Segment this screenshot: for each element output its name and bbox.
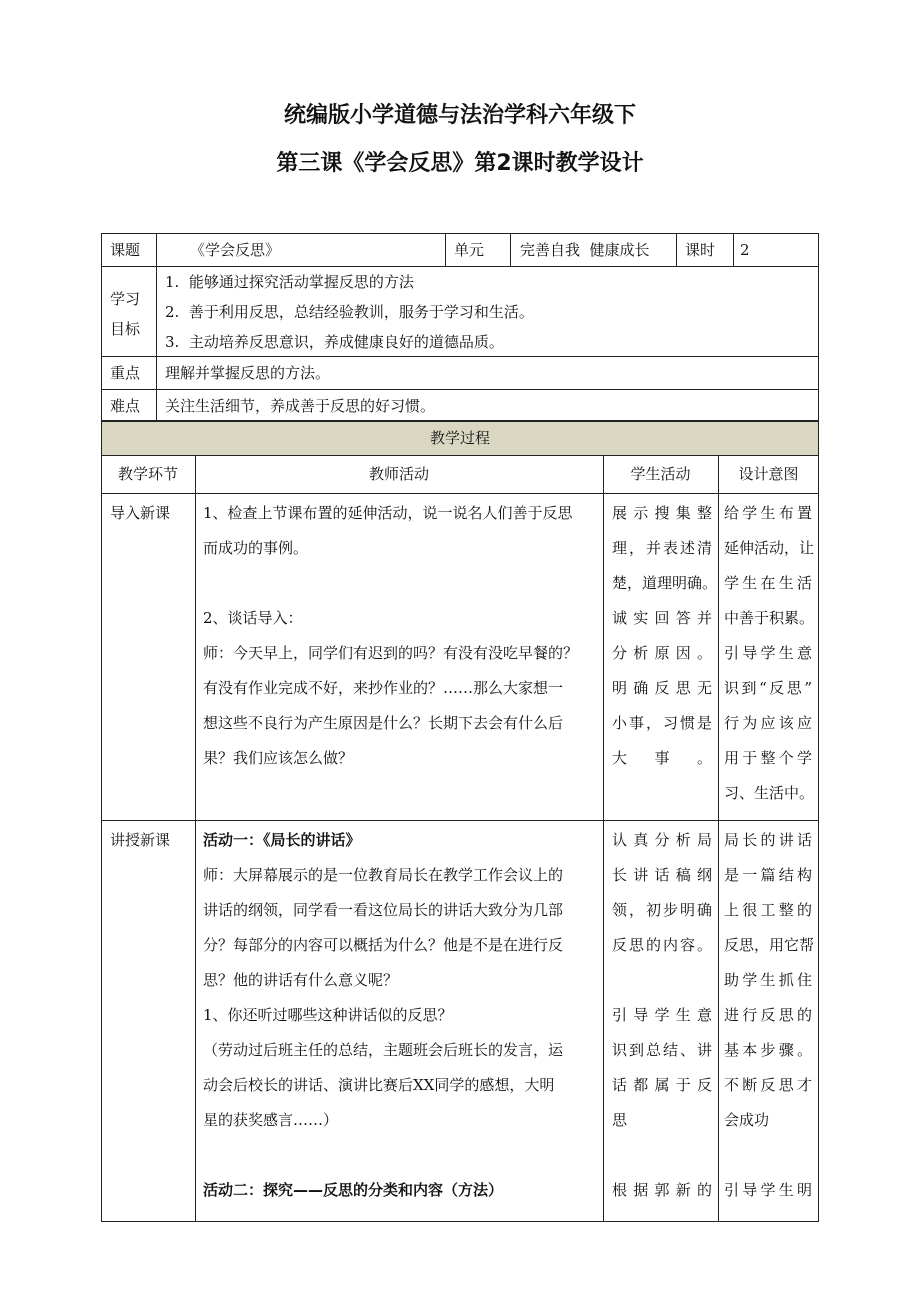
period-value: 2 — [740, 241, 750, 259]
text-line: 给学生布置 — [724, 504, 812, 522]
text-line: 习、生活中。 — [724, 784, 815, 802]
process-band-title: 教学过程 — [429, 429, 490, 447]
text-line: 中善于积累。 — [724, 609, 815, 627]
text-line: 师：大屏幕展示的是一位教育局长在教学工作会议上的 — [203, 866, 564, 884]
text-line: 师：今天早上，同学们有迟到的吗？有没有没吃早餐的？ — [203, 644, 579, 662]
text-line: 是一篇结构 — [724, 866, 812, 884]
text-line: 楚，道理明确。 — [612, 574, 718, 592]
text-line: 长讲话稿纲 — [612, 866, 712, 884]
unit-label: 单元 — [454, 241, 485, 259]
stage-intro: 导入新课 — [110, 504, 171, 522]
goals-label-1: 学习 — [110, 290, 141, 308]
text-line — [203, 1138, 595, 1173]
teacher-activity-new-lesson — [203, 823, 595, 1208]
text-line: 根据郭新的 — [612, 1181, 712, 1199]
text-line: 引导学生意 — [724, 644, 812, 662]
text-line: 理，并表述清 — [612, 539, 712, 557]
document-title-line-1: 统编版小学道德与法治学科六年级下 — [283, 103, 636, 128]
text-line: 诚实回答并 — [612, 609, 712, 627]
unit-value: 完善自我 健康成长 — [520, 241, 650, 259]
text-line: 不断反思才 — [724, 1076, 812, 1094]
text-line: 星的获奖感言……） — [203, 1111, 339, 1129]
text-line: 话都属于反 — [612, 1076, 712, 1094]
text-line: 而成功的事例。 — [203, 539, 309, 557]
goal-item-3: 3. 主动培养反思意识，养成健康良好的道德品质。 — [165, 333, 504, 351]
text-line: 引导学生意 — [612, 1006, 712, 1024]
text-line — [203, 566, 595, 601]
text-line: 小事，习惯是 — [612, 714, 712, 732]
text-line: 反思，用它帮 — [724, 936, 815, 954]
text-line: 进行反思的 — [724, 1006, 812, 1024]
text-line: 1、检查上节课布置的延伸活动，说一说名人们善于反思 — [203, 504, 573, 522]
header-teacher-activity: 教师活动 — [368, 465, 429, 483]
text-line: （劳动过后班主任的总结，主题班会后班长的发言，运 — [203, 1041, 564, 1059]
text-line: 引导学生明 — [724, 1181, 812, 1199]
activity-2-title: 活动二：探究——反思的分类和内容（方法） — [203, 1181, 504, 1199]
goals-label-2: 目标 — [110, 320, 141, 338]
header-design-intent: 设计意图 — [738, 465, 799, 483]
text-line — [724, 1138, 812, 1173]
text-line: 讲话的纲领，同学看一看这位局长的讲话大致分为几部 — [203, 901, 564, 919]
text-line: 果？我们应该怎么做？ — [203, 749, 354, 767]
text-line: 反思的内容。 — [612, 936, 712, 954]
text-line — [612, 1138, 712, 1173]
goal-item-1: 1. 能够通过探究活动掌握反思的方法 — [165, 273, 414, 291]
text-line: 识到总结、讲 — [612, 1041, 712, 1059]
teacher-activity-intro — [203, 496, 595, 776]
activity-1-title: 活动一：《局长的讲话》 — [203, 831, 361, 849]
text-line: 用于整个学 — [724, 749, 812, 767]
topic-label: 课题 — [110, 241, 141, 259]
text-line — [612, 963, 712, 998]
text-line: 2、谈话导入： — [203, 609, 303, 627]
text-line: 学生在生活 — [724, 574, 812, 592]
document-title-line-2: 第三课《学会反思》第2课时教学设计 — [276, 151, 644, 176]
difficulty-value: 关注生活细节，养成善于反思的好习惯。 — [165, 397, 436, 415]
text-line: 有没有作业完成不好，来抄作业的？……那么大家想一 — [203, 679, 564, 697]
key-point-value: 理解并掌握反思的方法。 — [165, 364, 331, 382]
text-line: 思？他的讲话有什么意义呢？ — [203, 971, 399, 989]
student-activity-new-lesson — [612, 823, 712, 1208]
topic-value: 《学会反思》 — [190, 241, 281, 259]
text-line: 延伸活动，让 — [724, 539, 815, 557]
stage-new-lesson: 讲授新课 — [110, 831, 171, 849]
text-line: 基本步骤。 — [724, 1041, 812, 1059]
text-line: 会成功 — [724, 1111, 770, 1129]
header-student-activity: 学生活动 — [630, 465, 691, 483]
text-line: 大事。 — [612, 749, 712, 767]
text-line: 领，初步明确 — [612, 901, 712, 919]
text-line: 展示搜集整 — [612, 504, 712, 522]
key-point-label: 重点 — [110, 364, 141, 382]
text-line: 局长的讲话 — [724, 831, 812, 849]
text-line: 认真分析局 — [612, 831, 712, 849]
text-line: 想这些不良行为产生原因是什么？长期下去会有什么后 — [203, 714, 564, 732]
text-line: 动会后校长的讲话、演讲比赛后XX同学的感想，大明 — [203, 1076, 555, 1094]
text-line: 识到“反思” — [724, 679, 812, 697]
design-intent-intro — [724, 496, 815, 811]
text-line: 助学生抓住 — [724, 971, 812, 989]
text-line: 明确反思无 — [612, 679, 712, 697]
text-line: 上很工整的 — [724, 901, 812, 919]
student-activity-intro — [612, 496, 718, 776]
difficulty-label: 难点 — [110, 397, 141, 415]
text-line: 行为应该应 — [724, 714, 812, 732]
info-table — [101, 233, 819, 421]
goal-item-2: 2. 善于利用反思，总结经验教训，服务于学习和生活。 — [165, 303, 534, 321]
text-line: 1、你还听过哪些这种讲话似的反思？ — [203, 1006, 453, 1024]
design-intent-new-lesson — [724, 823, 815, 1208]
text-line: 思 — [612, 1111, 628, 1129]
text-line: 分析原因。 — [612, 644, 712, 662]
period-label: 课时 — [685, 241, 716, 259]
header-stage: 教学环节 — [117, 465, 178, 483]
text-line: 分？每部分的内容可以概括为什么？他是不是在进行反 — [203, 936, 564, 954]
